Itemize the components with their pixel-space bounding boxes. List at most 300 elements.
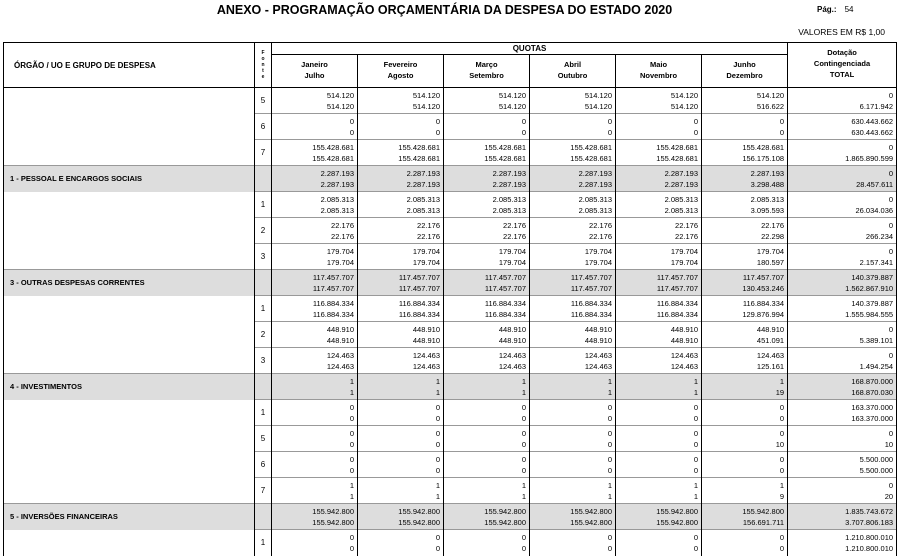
value-second-half: 2.287.193 — [492, 179, 526, 189]
fonte-code: 6 — [255, 114, 272, 140]
value-first-half: 124.463 — [756, 350, 785, 360]
quota-cell — [530, 452, 616, 478]
quota-cell — [530, 166, 616, 192]
value-first-half: 0 — [435, 532, 440, 542]
value-second-half: 20 — [884, 491, 894, 501]
group-label: 4 - INVESTIMENTOS — [4, 374, 255, 400]
fonte-code — [255, 166, 272, 192]
value-first-half: 116.884.334 — [312, 298, 354, 308]
value-first-half: 1 — [779, 480, 785, 490]
value-first-half: 1 — [349, 480, 354, 490]
value-second-half: 3.095.593 — [750, 205, 785, 215]
value-second-half: 117.457.707 — [312, 283, 354, 293]
value-second-half: 1 — [521, 387, 526, 397]
quota-cell — [444, 400, 530, 426]
fonte-code — [255, 270, 272, 296]
value-second-half: 514.120 — [412, 101, 440, 111]
value-first-half: 630.443.662 — [851, 116, 894, 126]
value-first-half: 22.176 — [761, 220, 785, 230]
value-second-half: 2.085.313 — [492, 205, 526, 215]
value-first-half: 448.910 — [326, 324, 354, 334]
value-first-half: 448.910 — [584, 324, 612, 334]
value-second-half: 116.884.334 — [570, 309, 612, 319]
value-second-half: 1 — [435, 387, 440, 397]
quota-cell — [272, 400, 358, 426]
value-first-half: 155.428.681 — [484, 142, 526, 152]
quota-cell — [702, 88, 788, 114]
value-second-half: 630.443.662 — [851, 127, 894, 137]
value-first-half: 1 — [607, 376, 612, 386]
value-first-half: 116.884.334 — [656, 298, 698, 308]
value-second-half: 10 — [775, 439, 785, 449]
fonte-code: 2 — [255, 218, 272, 244]
value-second-half: 117.457.707 — [656, 283, 698, 293]
total-header-line3: TOTAL — [829, 70, 855, 79]
total-cell — [788, 192, 897, 218]
value-first-half: 1 — [435, 480, 440, 490]
value-second-half: 155.428.681 — [312, 153, 354, 163]
value-second-half: 0 — [693, 413, 698, 423]
value-first-half: 514.120 — [584, 90, 612, 100]
value-first-half: 0 — [888, 428, 894, 438]
quota-cell — [272, 530, 358, 556]
quota-cell — [530, 88, 616, 114]
value-second-half: 179.704 — [584, 257, 612, 267]
quota-cell — [616, 244, 702, 270]
value-first-half: 117.457.707 — [398, 272, 440, 282]
quota-cell — [358, 400, 444, 426]
column-header-org: ÓRGÃO / UO E GRUPO DE DESPESA — [4, 43, 255, 88]
quota-cell — [702, 478, 788, 504]
total-cell — [788, 348, 897, 374]
quota-cell — [530, 270, 616, 296]
quota-cell — [272, 140, 358, 166]
value-first-half: 514.120 — [756, 90, 785, 100]
quota-cell — [358, 88, 444, 114]
quota-cell — [702, 166, 788, 192]
value-second-half: 448.910 — [498, 335, 526, 345]
month-first-half: Janeiro — [301, 60, 328, 69]
total-cell — [788, 114, 897, 140]
value-second-half: 3.707.806.183 — [845, 517, 894, 527]
value-first-half: 0 — [779, 402, 785, 412]
value-first-half: 2.085.313 — [578, 194, 612, 204]
value-first-half: 0 — [779, 428, 785, 438]
value-second-half: 0 — [607, 127, 612, 137]
value-second-half: 2.085.313 — [664, 205, 698, 215]
value-second-half: 117.457.707 — [484, 283, 526, 293]
value-first-half: 0 — [607, 428, 612, 438]
value-second-half: 2.287.193 — [406, 179, 440, 189]
value-first-half: 163.370.000 — [851, 402, 894, 412]
fonte-row — [4, 88, 897, 114]
value-first-half: 0 — [888, 220, 894, 230]
value-first-half: 1 — [435, 376, 440, 386]
value-second-half: 155.942.800 — [484, 517, 526, 527]
quota-cell — [272, 244, 358, 270]
value-second-half: 1.494.254 — [859, 361, 894, 371]
value-first-half: 124.463 — [584, 350, 612, 360]
fonte-row — [4, 426, 897, 452]
column-header-month — [358, 55, 444, 88]
quota-cell — [272, 374, 358, 400]
quota-cell — [444, 426, 530, 452]
total-cell — [788, 452, 897, 478]
value-second-half: 117.457.707 — [398, 283, 440, 293]
value-first-half: 117.457.707 — [656, 272, 698, 282]
value-second-half: 448.910 — [412, 335, 440, 345]
value-first-half: 2.287.193 — [492, 168, 526, 178]
value-second-half: 155.428.681 — [484, 153, 526, 163]
value-second-half: 516.622 — [756, 101, 785, 111]
value-first-half: 0 — [888, 480, 894, 490]
quota-cell — [530, 348, 616, 374]
value-first-half: 117.457.707 — [742, 272, 785, 282]
quota-cell — [616, 478, 702, 504]
column-header-month — [616, 55, 702, 88]
value-first-half: 124.463 — [326, 350, 354, 360]
value-second-half: 1.210.800.010 — [845, 543, 894, 553]
page-number: 54 — [844, 5, 854, 14]
quota-cell — [530, 504, 616, 530]
value-first-half: 1 — [521, 376, 526, 386]
value-second-half: 1 — [693, 491, 698, 501]
value-first-half: 1 — [693, 480, 698, 490]
value-first-half: 448.910 — [670, 324, 698, 334]
value-second-half: 125.161 — [756, 361, 785, 371]
value-first-half: 155.428.681 — [398, 142, 440, 152]
fonte-code: 6 — [255, 452, 272, 478]
fonte-code: 1 — [255, 530, 272, 556]
quota-cell — [272, 478, 358, 504]
value-second-half: 3.298.488 — [750, 179, 785, 189]
value-second-half: 124.463 — [498, 361, 526, 371]
value-second-half: 155.942.800 — [656, 517, 698, 527]
value-second-half: 5.389.101 — [859, 335, 894, 345]
value-second-half: 2.085.313 — [406, 205, 440, 215]
quota-cell — [616, 322, 702, 348]
quota-cell — [702, 452, 788, 478]
value-first-half: 116.884.334 — [398, 298, 440, 308]
value-first-half: 124.463 — [498, 350, 526, 360]
value-second-half: 179.704 — [326, 257, 354, 267]
value-second-half: 514.120 — [498, 101, 526, 111]
group-label: 1 - PESSOAL E ENCARGOS SOCIAIS — [4, 166, 255, 192]
total-cell — [788, 478, 897, 504]
fonte-row — [4, 296, 897, 322]
column-header-month — [444, 55, 530, 88]
quota-cell — [444, 140, 530, 166]
budget-table — [3, 42, 897, 556]
quota-cell — [444, 218, 530, 244]
value-second-half: 156.175.108 — [742, 153, 785, 163]
value-second-half: 0 — [693, 439, 698, 449]
value-first-half: 0 — [435, 402, 440, 412]
value-first-half: 116.884.334 — [570, 298, 612, 308]
column-header-fonte — [255, 43, 272, 88]
group-label — [4, 400, 255, 426]
value-second-half: 0 — [693, 465, 698, 475]
value-first-half: 117.457.707 — [570, 272, 612, 282]
quota-cell — [444, 88, 530, 114]
value-second-half: 0 — [435, 439, 440, 449]
value-second-half: 0 — [521, 413, 526, 423]
value-first-half: 1.835.743.672 — [845, 506, 894, 516]
month-first-half: Março — [475, 60, 498, 69]
value-second-half: 0 — [521, 465, 526, 475]
value-second-half: 0 — [349, 413, 354, 423]
value-first-half: 2.287.193 — [664, 168, 698, 178]
total-cell — [788, 88, 897, 114]
value-first-half: 155.428.681 — [742, 142, 785, 152]
value-second-half: 0 — [349, 439, 354, 449]
value-first-half: 0 — [607, 454, 612, 464]
value-first-half: 0 — [349, 402, 354, 412]
group-row — [4, 374, 897, 400]
value-second-half: 448.910 — [670, 335, 698, 345]
quota-cell — [616, 140, 702, 166]
value-second-half: 22.176 — [331, 231, 354, 241]
value-first-half: 0 — [521, 454, 526, 464]
month-first-half: Junho — [733, 60, 756, 69]
quota-cell — [530, 374, 616, 400]
quota-cell — [444, 322, 530, 348]
fonte-code — [255, 374, 272, 400]
value-second-half: 22.298 — [761, 231, 785, 241]
value-second-half: 0 — [607, 543, 612, 553]
value-second-half: 448.910 — [584, 335, 612, 345]
quota-cell — [358, 140, 444, 166]
quota-cell — [358, 478, 444, 504]
value-second-half: 117.457.707 — [570, 283, 612, 293]
month-first-half: Maio — [649, 60, 668, 69]
group-label — [4, 348, 255, 374]
value-second-half: 0 — [607, 439, 612, 449]
quota-cell — [702, 426, 788, 452]
quota-cell — [702, 504, 788, 530]
total-cell — [788, 530, 897, 556]
value-first-half: 2.085.313 — [406, 194, 440, 204]
value-second-half: 2.287.193 — [320, 179, 354, 189]
quota-cell — [444, 374, 530, 400]
value-first-half: 179.704 — [498, 246, 526, 256]
value-first-half: 1 — [779, 376, 785, 386]
value-first-half: 155.942.800 — [742, 506, 785, 516]
total-cell — [788, 426, 897, 452]
value-second-half: 129.876.994 — [742, 309, 785, 319]
quota-cell — [616, 114, 702, 140]
value-first-half: 0 — [349, 116, 354, 126]
value-first-half: 448.910 — [412, 324, 440, 334]
quota-cell — [530, 478, 616, 504]
quota-cell — [444, 114, 530, 140]
quota-cell — [616, 530, 702, 556]
value-first-half: 0 — [435, 428, 440, 438]
total-cell — [788, 504, 897, 530]
value-first-half: 514.120 — [412, 90, 440, 100]
value-second-half: 116.884.334 — [656, 309, 698, 319]
value-first-half: 22.176 — [589, 220, 612, 230]
fonte-row — [4, 322, 897, 348]
quota-cell — [358, 192, 444, 218]
value-second-half: 179.704 — [498, 257, 526, 267]
value-first-half: 0 — [888, 142, 894, 152]
value-second-half: 155.428.681 — [398, 153, 440, 163]
value-second-half: 130.453.246 — [742, 283, 785, 293]
fonte-code — [255, 504, 272, 530]
value-second-half: 1 — [349, 387, 354, 397]
value-second-half: 1.562.867.910 — [845, 283, 894, 293]
quota-cell — [530, 530, 616, 556]
value-second-half: 124.463 — [670, 361, 698, 371]
column-header-total — [788, 43, 897, 88]
value-first-half: 0 — [607, 116, 612, 126]
quota-cell — [358, 114, 444, 140]
quota-cell — [616, 192, 702, 218]
quota-cell — [272, 88, 358, 114]
quota-cell — [272, 114, 358, 140]
group-label: 5 - INVERSÕES FINANCEIRAS — [4, 504, 255, 530]
value-first-half: 2.287.193 — [320, 168, 354, 178]
month-first-half: Fevereiro — [383, 60, 418, 69]
month-second-half: Novembro — [639, 71, 678, 80]
quota-cell — [272, 452, 358, 478]
value-second-half: 0 — [693, 127, 698, 137]
quota-cell — [444, 192, 530, 218]
group-label — [4, 426, 255, 452]
group-label — [4, 140, 255, 166]
value-second-half: 1 — [693, 387, 698, 397]
fonte-code: 5 — [255, 88, 272, 114]
value-first-half: 155.428.681 — [656, 142, 698, 152]
month-second-half: Dezembro — [726, 71, 763, 80]
value-second-half: 2.157.341 — [859, 257, 894, 267]
fonte-row — [4, 192, 897, 218]
value-first-half: 0 — [607, 402, 612, 412]
value-first-half: 2.287.193 — [578, 168, 612, 178]
month-second-half: Setembro — [469, 71, 504, 80]
group-row — [4, 166, 897, 192]
value-second-half: 180.597 — [756, 257, 785, 267]
group-label — [4, 88, 255, 114]
document-title: ANEXO - PROGRAMAÇÃO ORÇAMENTÁRIA DA DESPESA DO ESTADO 2020 — [216, 3, 673, 17]
quota-cell — [444, 270, 530, 296]
value-first-half: 2.287.193 — [406, 168, 440, 178]
value-second-half: 1 — [607, 387, 612, 397]
value-second-half: 6.171.942 — [859, 101, 894, 111]
value-second-half: 2.085.313 — [320, 205, 354, 215]
quota-cell — [702, 348, 788, 374]
group-label — [4, 296, 255, 322]
value-first-half: 179.704 — [326, 246, 354, 256]
quota-cell — [272, 322, 358, 348]
value-first-half: 514.120 — [670, 90, 698, 100]
value-first-half: 1 — [349, 376, 354, 386]
group-label — [4, 244, 255, 270]
value-second-half: 19 — [775, 387, 785, 397]
quota-cell — [530, 322, 616, 348]
month-second-half: Outubro — [557, 71, 588, 80]
quota-cell — [272, 348, 358, 374]
quota-cell — [702, 270, 788, 296]
total-cell — [788, 218, 897, 244]
value-first-half: 0 — [888, 350, 894, 360]
value-first-half: 0 — [521, 402, 526, 412]
quota-cell — [444, 348, 530, 374]
group-label — [4, 192, 255, 218]
quota-cell — [272, 296, 358, 322]
value-second-half: 0 — [521, 127, 526, 137]
group-label — [4, 452, 255, 478]
value-first-half: 116.884.334 — [742, 298, 785, 308]
value-second-half: 2.085.313 — [578, 205, 612, 215]
fonte-row — [4, 452, 897, 478]
value-second-half: 0 — [521, 543, 526, 553]
month-first-half: Abril — [563, 60, 582, 69]
value-second-half: 22.176 — [675, 231, 698, 241]
quota-cell — [616, 452, 702, 478]
fonte-row — [4, 218, 897, 244]
total-cell — [788, 322, 897, 348]
quota-cell — [616, 218, 702, 244]
quota-cell — [358, 530, 444, 556]
value-first-half: 5.500.000 — [859, 454, 894, 464]
value-second-half: 124.463 — [584, 361, 612, 371]
quota-cell — [530, 140, 616, 166]
value-second-half: 9 — [779, 491, 785, 501]
fonte-row — [4, 140, 897, 166]
fonte-row — [4, 348, 897, 374]
value-first-half: 0 — [693, 116, 698, 126]
value-first-half: 2.085.313 — [492, 194, 526, 204]
value-first-half: 0 — [693, 402, 698, 412]
quota-cell — [702, 374, 788, 400]
quota-cell — [444, 166, 530, 192]
value-second-half: 0 — [779, 543, 785, 553]
value-first-half: 0 — [779, 532, 785, 542]
value-first-half: 168.870.000 — [851, 376, 894, 386]
value-second-half: 26.034.036 — [855, 205, 894, 215]
value-second-half: 22.176 — [589, 231, 612, 241]
value-first-half: 155.942.800 — [656, 506, 698, 516]
quota-cell — [616, 374, 702, 400]
value-second-half: 1 — [435, 491, 440, 501]
quota-cell — [272, 270, 358, 296]
value-second-half: 179.704 — [412, 257, 440, 267]
fonte-code: 1 — [255, 296, 272, 322]
quota-cell — [702, 322, 788, 348]
quota-cell — [702, 114, 788, 140]
value-first-half: 0 — [779, 116, 785, 126]
group-label — [4, 218, 255, 244]
value-first-half: 0 — [888, 246, 894, 256]
value-first-half: 0 — [779, 454, 785, 464]
value-second-half: 0 — [435, 413, 440, 423]
value-first-half: 117.457.707 — [484, 272, 526, 282]
value-first-half: 514.120 — [498, 90, 526, 100]
quota-cell — [702, 400, 788, 426]
group-row — [4, 270, 897, 296]
quota-cell — [444, 478, 530, 504]
quota-cell — [358, 270, 444, 296]
quota-cell — [358, 348, 444, 374]
quota-cell — [616, 270, 702, 296]
value-first-half: 140.379.887 — [851, 298, 894, 308]
quota-cell — [272, 166, 358, 192]
fonte-code: 5 — [255, 426, 272, 452]
value-first-half: 155.942.800 — [398, 506, 440, 516]
column-header-quotas: QUOTAS — [272, 43, 788, 55]
